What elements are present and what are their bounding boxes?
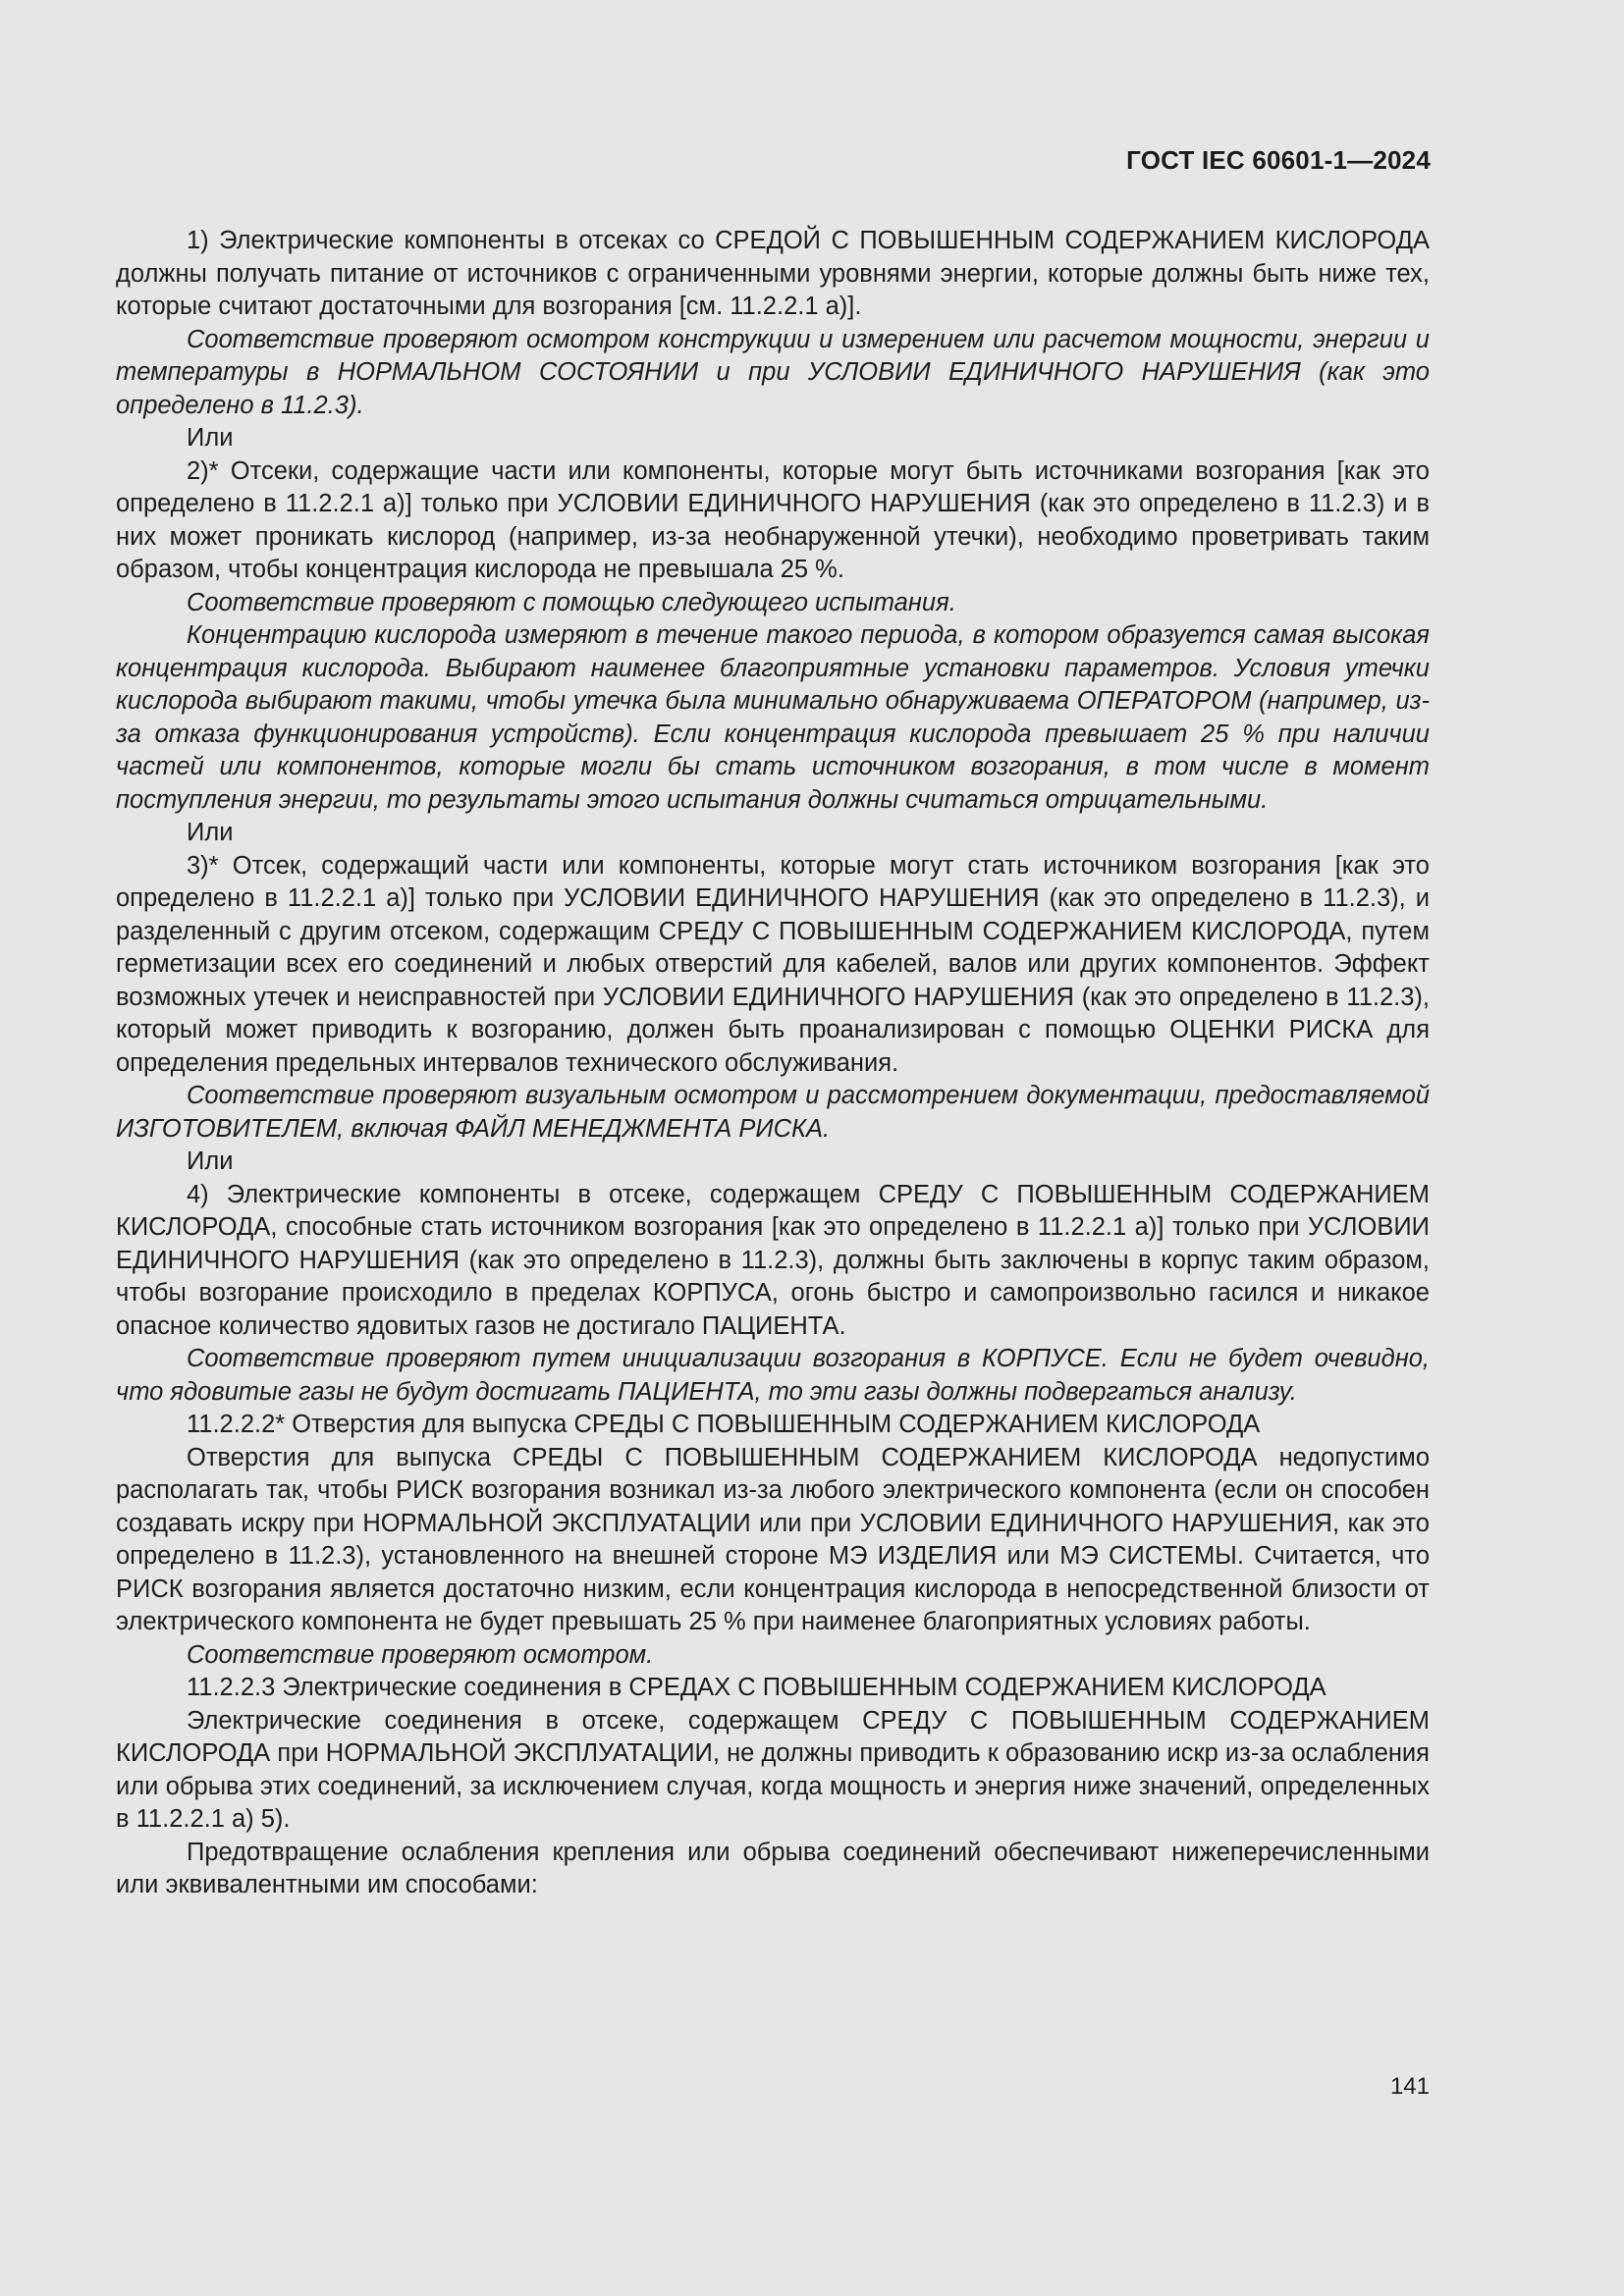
paragraph-compliance: Соответствие проверяют путем инициализации возгорания в КОРПУСЕ. Если не будет очевидно, что ядовитые газы не будут достигать ПАЦИЕНТА, то эти газы должны подвергаться анализу.	[116, 1345, 1430, 1406]
paragraph-compliance: Соответствие проверяют с помощью следующего испытания.	[187, 588, 956, 616]
paragraph-item-1: 1) Электрические компоненты в отсеках со СРЕДОЙ С ПОВЫШЕННЫМ СОДЕРЖАНИЕМ КИСЛОРОДА должны получать питание от источников с ограниченными уровнями энергии, которые должны быть ниже тех, которые считают достаточными для возгорания [см. 11.2.2.1 а)].	[116, 227, 1430, 320]
paragraph-or: Или	[187, 1148, 234, 1175]
paragraph-item-3: 3)* Отсек, содержащий части или компоненты, которые могут стать источником возгорания [как это определено в 11.2.2.1 а)] только при УСЛОВИИ ЕДИНИЧНОГО НАРУШЕНИЯ (как это определено в 11.2.3), и разделенный с другим отсеком, содержащим СРЕДУ С ПОВЫШЕННЫМ СОДЕРЖАНИЕМ КИСЛОРОДА, путем герметизации всех его соединений и любых отверстий для кабелей, валов или других компонентов. Эффект возможных утечек и неисправностей при УСЛОВИИ ЕДИНИЧНОГО НАРУШЕНИЯ (как это определено в 11.2.3), который может приводить к возгоранию, должен быть проанализирован с помощью ОЦЕНКИ РИСКА для определения предельных интервалов технического обслуживания.	[116, 851, 1430, 1077]
paragraph-item-2: 2)* Отсеки, содержащие части или компоненты, которые могут быть источниками возгорания [как это определено в 11.2.2.1 а)] только при УСЛОВИИ ЕДИНИЧНОГО НАРУШЕНИЯ (как это определено в 11.2.3) и в них может проникать кислород (например, из-за необнаруженной утечки), необходимо проветривать таким образом, чтобы концентрация кислорода не превышала 25 %.	[116, 456, 1430, 583]
document-header-title: ГОСТ IEC 60601-1—2024	[1126, 145, 1431, 175]
paragraph-compliance: Соответствие проверяют осмотром.	[187, 1640, 654, 1669]
paragraph-electrical-connections: Электрические соединения в отсеке, содержащем СРЕДУ С ПОВЫШЕННЫМ СОДЕРЖАНИЕМ КИСЛОРОДА при НОРМАЛЬНОЙ ЭКСПЛУАТАЦИИ, не должны приводить к образованию искр из-за ослабления или обрыва этих соединений, за исключением случая, когда мощность и энергия ниже значений, определенных в 11.2.2.1 а) 5).	[116, 1706, 1430, 1833]
paragraph-item-4: 4) Электрические компоненты в отсеке, содержащем СРЕДУ С ПОВЫШЕННЫМ СОДЕРЖАНИЕМ КИСЛОРОДА, способные стать источником возгорания [как это определено в 11.2.2.1 а)] только при УСЛОВИИ ЕДИНИЧНОГО НАРУШЕНИЯ (как это определено в 11.2.3), должны быть заключены в корпус таким образом, чтобы возгорание происходило в пределах КОРПУСА, огонь быстро и самопроизвольно гасился и никакое опасное количество ядовитых газов не достигало ПАЦИЕНТА.	[116, 1180, 1430, 1340]
paragraph-compliance: Соответствие проверяют осмотром конструкции и измерением или расчетом мощности, энергии и температуры в НОРМАЛЬНОМ СОСТОЯНИИ и при УСЛОВИИ ЕДИНИЧНОГО НАРУШЕНИЯ (как это определено в 11.2.3).	[116, 325, 1430, 419]
paragraph-exhaust-openings: Отверстия для выпуска СРЕДЫ С ПОВЫШЕННЫМ СОДЕРЖАНИЕМ КИСЛОРОДА недопустимо располагать так, чтобы РИСК возгорания возникал из-за любого электрического компонента (если он способен создавать искру при НОРМАЛЬНОЙ ЭКСПЛУАТАЦИИ или при УСЛОВИИ ЕДИНИЧНОГО НАРУШЕНИЯ, как это определено в 11.2.3), установленного на внешней стороне МЭ ИЗДЕЛИЯ или МЭ СИСТЕМЫ. Считается, что РИСК возгорания является достаточно низким, если концентрация кислорода в непосредственной близости от электрического компонента не будет превышать 25 % при наименее благоприятных условиях работы.	[116, 1443, 1430, 1635]
paragraph-prevention-methods: Предотвращение ослабления крепления или обрыва соединений обеспечивают нижеперечисленными или эквивалентными им способами:	[116, 1838, 1430, 1898]
page-number: 141	[1389, 2073, 1430, 2100]
paragraph-or: Или	[187, 424, 234, 452]
section-heading-11-2-2-3: 11.2.2.3 Электрические соединения в СРЕДАХ С ПОВЫШЕННЫМ СОДЕРЖАНИЕМ КИСЛОРОДА	[187, 1674, 1326, 1701]
paragraph-or: Или	[187, 819, 234, 846]
paragraph-test-description: Концентрацию кислорода измеряют в течение такого периода, в котором образуется самая высокая концентрация кислорода. Выбирают наименее благоприятные установки параметров. Условия утечки кислорода выбирают такими, чтобы утечка была минимально обнаруживаема ОПЕРАТОРОМ (например, из-за отказа функционирования устройств). Если концентрация кислорода превышает 25 % при наличии частей или компонентов, которые могли бы стать источником возгорания, в том числе в момент поступления энергии, то результаты этого испытания должны считаться отрицательными.	[116, 621, 1430, 814]
document-body	[116, 225, 1430, 1902]
paragraph-compliance: Соответствие проверяют визуальным осмотром и рассмотрением документации, предоставляемой ИЗГОТОВИТЕЛЕМ, включая ФАЙЛ МЕНЕДЖМЕНТА РИСКА.	[116, 1082, 1430, 1143]
section-heading-11-2-2-2: 11.2.2.2* Отверстия для выпуска СРЕДЫ С ПОВЫШЕННЫМ СОДЕРЖАНИЕМ КИСЛОРОДА	[187, 1411, 1261, 1438]
